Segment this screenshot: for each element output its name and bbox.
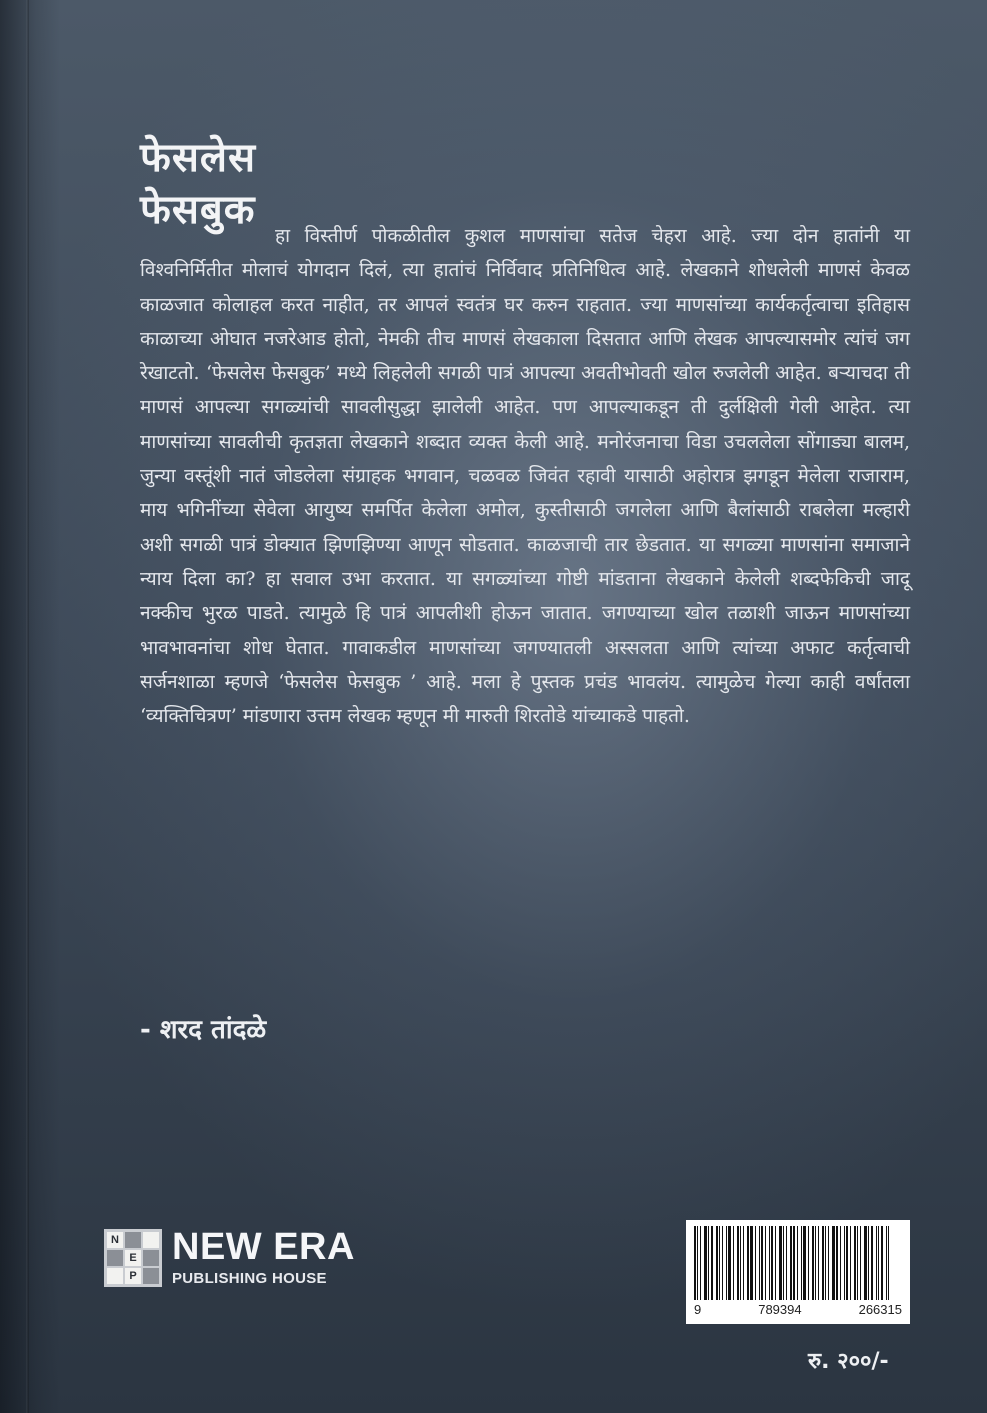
spine-shadow bbox=[0, 0, 60, 1413]
publisher-text bbox=[172, 1228, 355, 1287]
barcode-bar bbox=[854, 1226, 856, 1300]
barcode-bar bbox=[759, 1226, 760, 1300]
barcode-bar bbox=[786, 1226, 787, 1300]
barcode-bar bbox=[876, 1226, 877, 1300]
spine-crease bbox=[26, 0, 29, 1413]
barcode-bar bbox=[797, 1226, 798, 1300]
barcode-bar bbox=[844, 1226, 845, 1300]
barcode-bar bbox=[803, 1226, 806, 1300]
barcode-bar bbox=[704, 1226, 707, 1300]
barcode-bar bbox=[832, 1226, 835, 1300]
price-label: रु. २००/- bbox=[808, 1349, 889, 1374]
barcode-bar bbox=[719, 1226, 720, 1300]
publisher-logo-icon bbox=[104, 1229, 162, 1287]
barcode-bar bbox=[812, 1226, 814, 1300]
barcode-bar bbox=[818, 1226, 819, 1300]
barcode-bar bbox=[694, 1226, 696, 1300]
barcode-bar bbox=[801, 1226, 802, 1300]
author-signoff: - शरद तांदळे bbox=[140, 1015, 267, 1045]
logo-block bbox=[143, 1250, 159, 1266]
barcode-bar bbox=[790, 1226, 792, 1300]
barcode-bar bbox=[846, 1226, 848, 1300]
logo-block bbox=[125, 1232, 141, 1248]
barcode-bar bbox=[868, 1226, 869, 1300]
barcode-bar bbox=[697, 1226, 698, 1300]
barcode-bar bbox=[755, 1226, 756, 1300]
barcode-bar bbox=[836, 1226, 838, 1300]
barcode-bar bbox=[881, 1226, 883, 1300]
logo-letter-n: N bbox=[107, 1232, 123, 1248]
barcode-digits-group-2: 266315 bbox=[858, 1302, 902, 1317]
barcode-bar bbox=[871, 1226, 873, 1300]
barcode-bar bbox=[878, 1226, 879, 1300]
barcode-bar bbox=[840, 1226, 841, 1300]
barcode-bar bbox=[716, 1226, 718, 1300]
publisher-name: NEW ERA bbox=[172, 1226, 355, 1268]
barcode-bar bbox=[700, 1226, 701, 1300]
barcode-bar bbox=[740, 1226, 741, 1300]
barcode-bar bbox=[722, 1226, 723, 1300]
book-title-line-2: फेसबुक bbox=[140, 187, 256, 233]
barcode-bar bbox=[793, 1226, 795, 1300]
book-title-line-1: फेसलेस bbox=[140, 135, 257, 181]
barcode-bar bbox=[765, 1226, 766, 1300]
barcode-bar bbox=[775, 1226, 776, 1300]
barcode-bar bbox=[864, 1226, 867, 1300]
logo-letter-p: P bbox=[125, 1268, 141, 1284]
barcode-bars bbox=[694, 1226, 902, 1300]
barcode-bar bbox=[779, 1226, 782, 1300]
barcode-bar bbox=[728, 1226, 731, 1300]
barcode-bar bbox=[886, 1226, 887, 1300]
logo-block bbox=[107, 1250, 123, 1266]
barcode-bar bbox=[743, 1226, 744, 1300]
barcode-bar bbox=[733, 1226, 734, 1300]
barcode-bar bbox=[888, 1226, 889, 1300]
barcode-bar bbox=[815, 1226, 816, 1300]
barcode-bar bbox=[860, 1226, 861, 1300]
barcode-bar bbox=[828, 1226, 829, 1300]
barcode-bar bbox=[747, 1226, 749, 1300]
isbn-barcode bbox=[686, 1220, 910, 1324]
barcode-digit-first: 9 bbox=[694, 1302, 702, 1317]
barcode-bar bbox=[750, 1226, 753, 1300]
logo-letter-e: E bbox=[125, 1250, 141, 1266]
publisher-subtitle: PUBLISHING HOUSE bbox=[172, 1270, 327, 1287]
barcode-bar bbox=[761, 1226, 763, 1300]
barcode-bar bbox=[708, 1226, 709, 1300]
barcode-bar bbox=[857, 1226, 858, 1300]
barcode-bar bbox=[825, 1226, 826, 1300]
barcode-bar bbox=[737, 1226, 739, 1300]
barcode-bar bbox=[726, 1226, 727, 1300]
barcode-bar bbox=[808, 1226, 809, 1300]
logo-block bbox=[143, 1268, 159, 1284]
barcode-bar bbox=[769, 1226, 770, 1300]
barcode-digits-group-1: 789394 bbox=[758, 1302, 802, 1317]
logo-block bbox=[107, 1268, 123, 1284]
barcode-bar bbox=[783, 1226, 784, 1300]
barcode-digits bbox=[694, 1302, 902, 1317]
barcode-bar bbox=[771, 1226, 773, 1300]
barcode-bar bbox=[850, 1226, 851, 1300]
barcode-bar bbox=[822, 1226, 824, 1300]
logo-block bbox=[143, 1232, 159, 1248]
blurb-text: हा विस्तीर्ण पोकळीतील कुशल माणसांचा सतेज चेहरा आहे. ज्या दोन हातांनी या विश्वनिर्मितीत मोलाचं योगदान दिलं, त्या हातांचं निर्विवाद प्रतिनिधित्व आहे. लेखकाने शोधलेली माणसं केवळ काळजात कोलाहल करत नाहीत, तर आपलं स्वतंत्र घर करुन राहतात. ज्या माणसांच्या कार्यकर्तृत्वाचा इतिहास काळाच्या ओघात नजरेआड होतो, नेमकी तीच माणसं लेखकाला दिसतात आणि लेखक आपल्यासमोर त्यांचं जग रेखाटतो. ‘फेसलेस फेसबुक’ मध्ये लिहलेली सगळी पात्रं आपल्या अवतीभोवती खोल रुजलेली आहेत. बऱ्याचदा ती माणसं आपल्या सगळ्यांची सावलीसुद्धा झालेली आहेत. पण आपल्याकडून ती दुर्लक्षिली गेली आहेत. त्या माणसांच्या सावलीची कृतज्ञता लेखकाने शब्दात व्यक्त केली आहे. मनोरंजनाचा विडा उचललेला सोंगाड्या बालम, जुन्या वस्तूंशी नातं जोडलेला संग्राहक भगवान, चळवळ जिवंत रहावी यासाठी अहोरात्र झगडून मेलेला राजाराम, माय भगिनींच्या सेवेला आयुष्य समर्पित केलेला अमोल, कुस्तीसाठी जगलेला आणि बैलांसाठी राबलेला मल्हारी अशी सगळी पात्रं डोक्यात झिणझिण्या आणून सोडतात. काळजाची तार छेडतात. या सगळ्या माणसांना समाजाने न्याय दिला का? हा सवाल उभा करतात. या सगळ्यांच्या गोष्टी मांडताना लेखकाने केलेली शब्दफेकिची जादू नक्कीच भुरळ पाडते. त्यामुळे हि पात्रं आपलीशी होऊन जातात. जगण्याच्या खोल तळाशी जाऊन माणसांच्या भावभावनांचा शोध घेतात. गावाकडील माणसांच्या जगण्यातली अस्सलता आणि त्यांच्या अफाट कर्तृत्वाची सर्जनशाळा म्हणजे ‘फेसलेस फेसबुक ’ आहे. मला हे पुस्तक प्रचंड भावलंय. त्यामुळेच गेल्या काही वर्षांतला ‘व्यक्तिचित्रण’ मांडणारा उत्तम लेखक म्हणून मी मारुती शिरतोडे यांच्याकडे पाहतो. bbox=[140, 225, 910, 728]
barcode-bar bbox=[711, 1226, 713, 1300]
publisher-block bbox=[104, 1228, 355, 1287]
